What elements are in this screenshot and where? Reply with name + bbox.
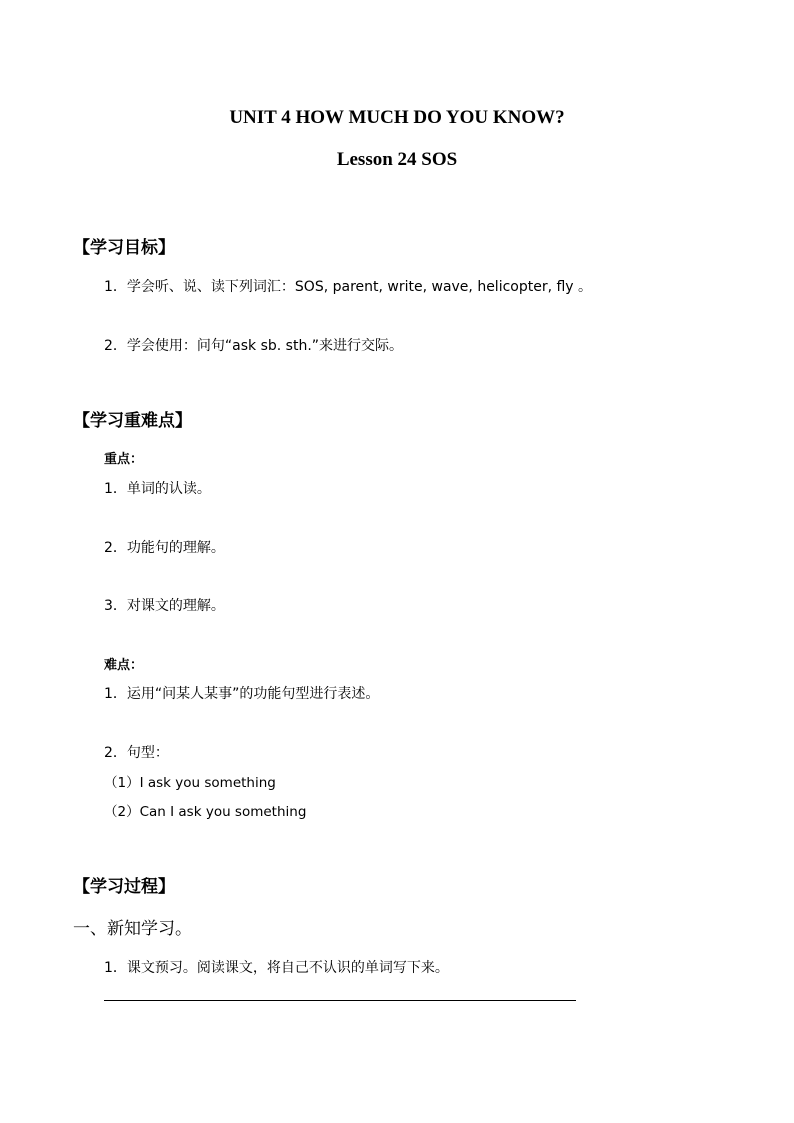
key-label: 重点：	[104, 452, 144, 467]
pattern-item-1: （1）I ask you something	[104, 775, 276, 791]
key-points-heading: 【学习重难点】	[73, 411, 192, 431]
difficult-item-2: 2．句型：	[104, 745, 169, 761]
process-heading: 【学习过程】	[73, 877, 175, 897]
difficult-item-1: 1．运用“问某人某事”的功能句型进行表述。	[104, 686, 380, 702]
objectives-heading: 【学习目标】	[73, 238, 175, 258]
objective-item-1: 1．学会听、说、读下列词汇：SOS, parent, write, wave, helicopter, fly 。	[104, 279, 593, 295]
pattern-item-2: （2）Can I ask you something	[104, 804, 307, 820]
key-item-2: 2．功能句的理解。	[104, 540, 225, 556]
section-one-title: 一、新知学习。	[73, 919, 192, 939]
answer-line	[104, 1000, 576, 1001]
process-item-1: 1．课文预习。阅读课文，将自己不认识的单词写下来。	[104, 960, 449, 976]
key-item-1: 1．单词的认读。	[104, 481, 211, 497]
unit-title: UNIT 4 HOW MUCH DO YOU KNOW?	[229, 107, 565, 128]
key-item-3: 3．对课文的理解。	[104, 598, 225, 614]
lesson-title: Lesson 24 SOS	[336, 149, 458, 170]
objective-item-2: 2．学会使用：问句“ask sb. sth.”来进行交际。	[104, 338, 404, 354]
difficult-label: 难点：	[104, 658, 144, 673]
